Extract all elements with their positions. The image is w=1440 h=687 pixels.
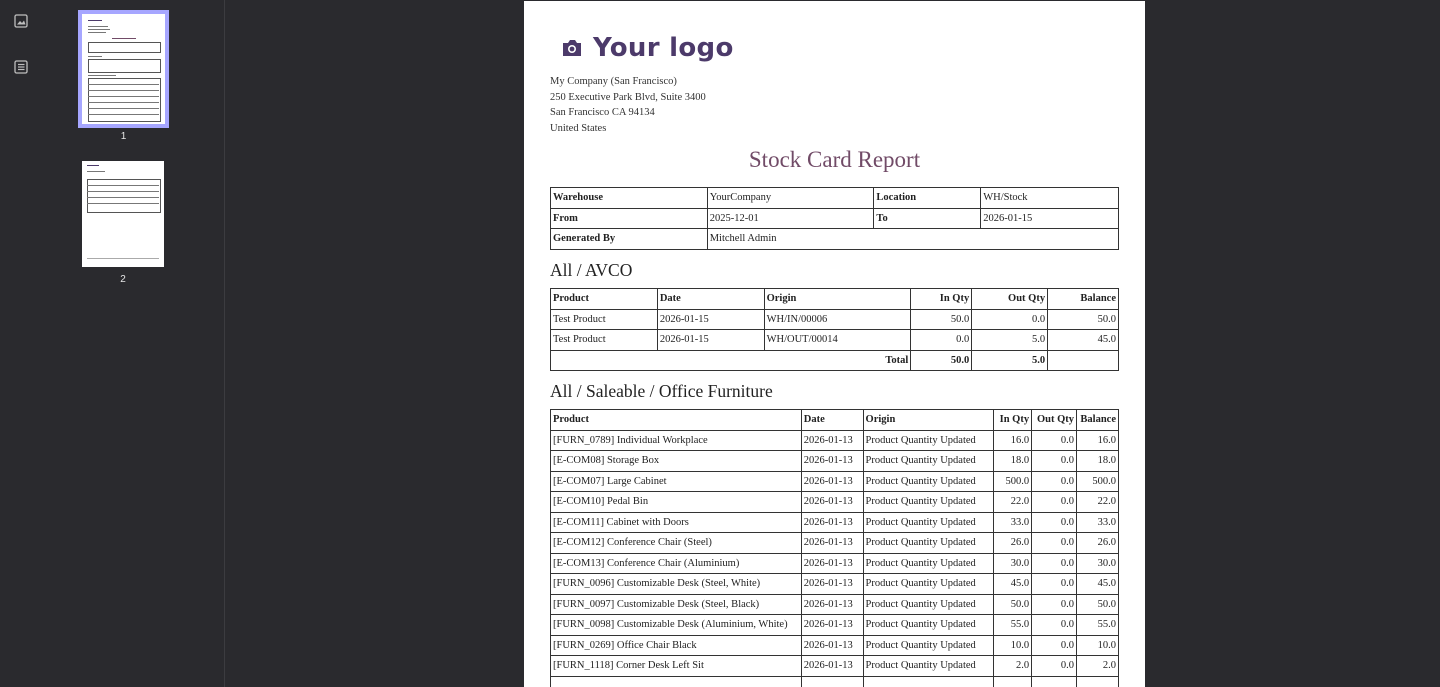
address-line: United States [550, 122, 607, 134]
table-row [551, 512, 1119, 533]
origin-cell: Product Quantity Updated [863, 635, 994, 656]
table-row [551, 574, 1119, 595]
in-qty-cell: 10.0 [994, 635, 1032, 656]
page-thumbnail-1[interactable] [82, 14, 165, 142]
date-cell: 2026-01-13 [801, 615, 863, 636]
in-qty-cell: 55.0 [994, 615, 1032, 636]
report-info-table [550, 187, 1119, 250]
table-row [551, 676, 1119, 687]
image-icon[interactable] [12, 12, 30, 30]
column-header: In Qty [911, 289, 972, 310]
out-qty-cell: 5.0 [972, 330, 1048, 351]
in-qty-cell: 50.0 [911, 309, 972, 330]
location-label: Location [874, 188, 981, 209]
outline-icon[interactable] [12, 58, 30, 76]
company-address [550, 74, 706, 136]
thumbnail-preview [82, 14, 165, 124]
warehouse-label: Warehouse [551, 188, 708, 209]
product-cell: [FURN_0098] Customizable Desk (Aluminium, White) [551, 615, 802, 636]
in-qty-cell: 33.0 [994, 512, 1032, 533]
in-qty-cell: 50.0 [994, 594, 1032, 615]
out-qty-cell: 0.0 [1032, 635, 1077, 656]
balance-cell: 18.0 [1077, 451, 1119, 472]
column-header: Date [801, 410, 863, 431]
camera-icon [561, 38, 583, 58]
balance-cell: 55.0 [1077, 615, 1119, 636]
logo-text: Your logo [593, 33, 734, 63]
thumbnail-preview [82, 161, 164, 267]
total-label: Total [551, 350, 911, 371]
out-qty-cell: 0.0 [1032, 574, 1077, 595]
product-cell: [FURN_0789] Individual Workplace [551, 430, 802, 451]
in-qty-cell: 2.0 [994, 656, 1032, 677]
in-qty-cell: 45.0 [994, 574, 1032, 595]
table-row [551, 594, 1119, 615]
table-header-row [551, 289, 1119, 310]
balance-cell: 45.0 [1048, 330, 1119, 351]
date-cell: 2026-01-13 [801, 471, 863, 492]
date-cell: 2026-01-15 [657, 309, 764, 330]
section-title: All / AVCO [550, 260, 633, 280]
out-qty-cell: 0.0 [1032, 594, 1077, 615]
date-cell: 2026-01-13 [801, 553, 863, 574]
column-header: Out Qty [972, 289, 1048, 310]
address-line: 250 Executive Park Blvd, Suite 3400 [550, 91, 706, 103]
out-qty-cell: 0.0 [1032, 615, 1077, 636]
column-header: Origin [764, 289, 911, 310]
date-cell: 2026-01-13 [801, 574, 863, 595]
origin-cell [863, 676, 994, 687]
date-cell: 2026-01-13 [801, 451, 863, 472]
balance-cell: 30.0 [1077, 553, 1119, 574]
balance-cell: 50.0 [1077, 594, 1119, 615]
icon-rail [0, 0, 42, 687]
balance-cell: 50.0 [1048, 309, 1119, 330]
product-cell: [FURN_0269] Office Chair Black [551, 635, 802, 656]
table-row [551, 471, 1119, 492]
origin-cell: Product Quantity Updated [863, 471, 994, 492]
in-qty-cell: 500.0 [994, 471, 1032, 492]
product-cell: [FURN_1118] Corner Desk Left Sit [551, 656, 802, 677]
out-qty-cell: 0.0 [1032, 492, 1077, 513]
origin-cell: Product Quantity Updated [863, 492, 994, 513]
in-qty-cell [994, 676, 1032, 687]
pdf-page [524, 1, 1145, 687]
address-line: My Company (San Francisco) [550, 76, 677, 87]
product-cell [551, 676, 802, 687]
warehouse-value: YourCompany [707, 188, 874, 209]
column-header: In Qty [994, 410, 1032, 431]
balance-cell: 10.0 [1077, 635, 1119, 656]
out-qty-cell: 0.0 [1032, 553, 1077, 574]
thumbnail-page-number: 1 [120, 131, 127, 142]
date-cell: 2026-01-13 [801, 635, 863, 656]
table-row [551, 533, 1119, 554]
column-header: Origin [863, 410, 994, 431]
in-qty-cell: 16.0 [994, 430, 1032, 451]
table-row [551, 451, 1119, 472]
out-qty-cell: 0.0 [972, 309, 1048, 330]
total-out-qty: 5.0 [972, 350, 1048, 371]
product-cell: [E-COM12] Conference Chair (Steel) [551, 533, 802, 554]
in-qty-cell: 26.0 [994, 533, 1032, 554]
stock-table-office-furniture [550, 409, 1119, 687]
thumbnail-sidebar [42, 0, 225, 687]
column-header: Product [551, 289, 658, 310]
origin-cell: WH/IN/00006 [764, 309, 911, 330]
from-value: 2025-12-01 [707, 208, 874, 229]
balance-cell: 16.0 [1077, 430, 1119, 451]
in-qty-cell: 18.0 [994, 451, 1032, 472]
balance-cell: 45.0 [1077, 574, 1119, 595]
origin-cell: WH/OUT/00014 [764, 330, 911, 351]
page-thumbnail-2[interactable] [82, 161, 164, 285]
stock-table-avco [550, 288, 1119, 371]
address-line: San Francisco CA 94134 [550, 107, 655, 119]
product-cell: [E-COM10] Pedal Bin [551, 492, 802, 513]
in-qty-cell: 0.0 [911, 330, 972, 351]
date-cell: 2026-01-15 [657, 330, 764, 351]
location-value: WH/Stock [981, 188, 1119, 209]
origin-cell: Product Quantity Updated [863, 594, 994, 615]
balance-cell: 26.0 [1077, 533, 1119, 554]
product-cell: [E-COM13] Conference Chair (Aluminium) [551, 553, 802, 574]
date-cell: 2026-01-13 [801, 512, 863, 533]
out-qty-cell: 0.0 [1032, 451, 1077, 472]
table-row [551, 635, 1119, 656]
origin-cell: Product Quantity Updated [863, 533, 994, 554]
origin-cell: Product Quantity Updated [863, 512, 994, 533]
total-row [551, 350, 1119, 371]
origin-cell: Product Quantity Updated [863, 574, 994, 595]
origin-cell: Product Quantity Updated [863, 451, 994, 472]
origin-cell: Product Quantity Updated [863, 553, 994, 574]
total-in-qty: 50.0 [911, 350, 972, 371]
in-qty-cell: 22.0 [994, 492, 1032, 513]
origin-cell: Product Quantity Updated [863, 615, 994, 636]
product-cell: [E-COM11] Cabinet with Doors [551, 512, 802, 533]
thumbnail-page-number: 2 [120, 274, 126, 285]
column-header: Balance [1077, 410, 1119, 431]
column-header: Out Qty [1032, 410, 1077, 431]
product-cell: [FURN_0097] Customizable Desk (Steel, Black) [551, 594, 802, 615]
product-cell: [E-COM07] Large Cabinet [551, 471, 802, 492]
table-header-row [551, 410, 1119, 431]
from-label: From [551, 208, 708, 229]
product-cell: Test Product [551, 330, 658, 351]
out-qty-cell [1032, 676, 1077, 687]
balance-cell: 33.0 [1077, 512, 1119, 533]
table-row [551, 330, 1119, 351]
to-value: 2026-01-15 [981, 208, 1119, 229]
out-qty-cell: 0.0 [1032, 430, 1077, 451]
in-qty-cell: 30.0 [994, 553, 1032, 574]
out-qty-cell: 0.0 [1032, 512, 1077, 533]
table-row [551, 656, 1119, 677]
table-row [551, 492, 1119, 513]
total-balance-cell [1048, 350, 1119, 371]
date-cell: 2026-01-13 [801, 492, 863, 513]
date-cell: 2026-01-13 [801, 533, 863, 554]
table-row [551, 615, 1119, 636]
table-row [551, 430, 1119, 451]
column-header: Date [657, 289, 764, 310]
company-logo [561, 33, 734, 63]
product-cell: [E-COM08] Storage Box [551, 451, 802, 472]
date-cell: 2026-01-13 [801, 430, 863, 451]
section-title: All / Saleable / Office Furniture [550, 381, 773, 401]
date-cell: 2026-01-13 [801, 656, 863, 677]
product-cell: [FURN_0096] Customizable Desk (Steel, White) [551, 574, 802, 595]
balance-cell [1077, 676, 1119, 687]
product-cell: Test Product [551, 309, 658, 330]
to-label: To [874, 208, 981, 229]
origin-cell: Product Quantity Updated [863, 656, 994, 677]
out-qty-cell: 0.0 [1032, 656, 1077, 677]
column-header: Balance [1048, 289, 1119, 310]
column-header: Product [551, 410, 802, 431]
out-qty-cell: 0.0 [1032, 533, 1077, 554]
generated-by-value: Mitchell Admin [707, 229, 1118, 250]
balance-cell: 22.0 [1077, 492, 1119, 513]
date-cell [801, 676, 863, 687]
table-row [551, 553, 1119, 574]
out-qty-cell: 0.0 [1032, 471, 1077, 492]
generated-by-label: Generated By [551, 229, 708, 250]
balance-cell: 2.0 [1077, 656, 1119, 677]
date-cell: 2026-01-13 [801, 594, 863, 615]
balance-cell: 500.0 [1077, 471, 1119, 492]
origin-cell: Product Quantity Updated [863, 430, 994, 451]
document-viewer[interactable] [225, 0, 1440, 687]
table-row [551, 309, 1119, 330]
report-title: Stock Card Report [748, 147, 921, 172]
